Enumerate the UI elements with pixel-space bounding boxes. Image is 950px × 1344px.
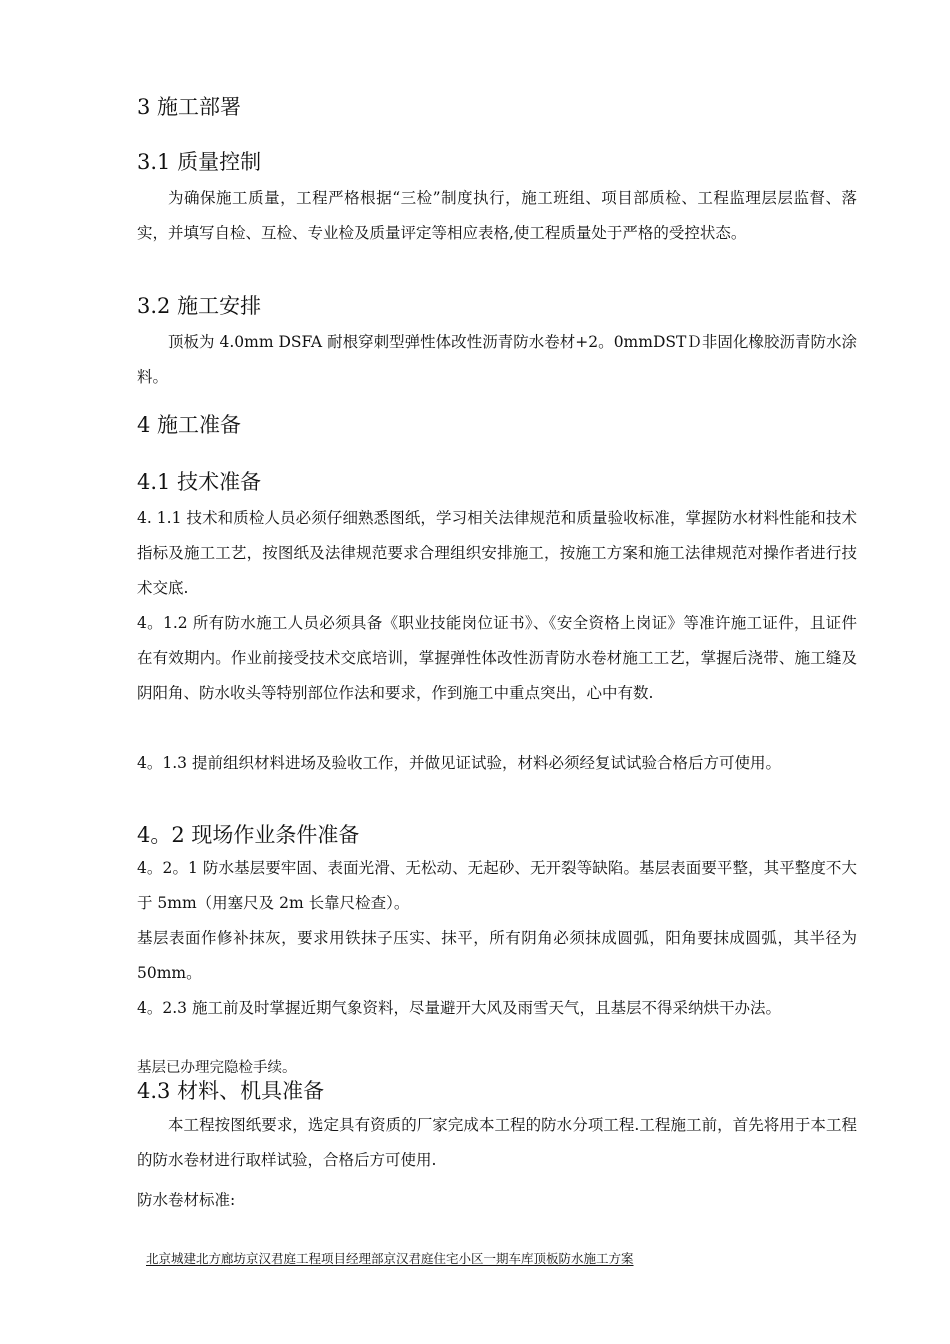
heading-section-4-3: 4.3 材料、机具准备 — [137, 1079, 325, 1103]
heading-section-3-2: 3.2 施工安排 — [137, 294, 262, 318]
paragraph-membrane-standard: 防水卷材标准: — [137, 1191, 236, 1209]
heading-section-4-2: 4。2 现场作业条件准备 — [137, 823, 360, 847]
paragraph-construction-arrangement: 顶板为 4.0mm DSFA 耐根穿刺型弹性体改性沥青防水卷材+2。0mmDSTＤ非固化橡胶沥青防水涂料。 — [137, 333, 857, 386]
paragraph-4-1-2: 4。1.2 所有防水施工人员必须具备《职业技能岗位证书》、《安全资格上岗证》等准许施工证件，且证件在有效期内。作业前接受技术交底培训，掌握弹性体改性沥青防水卷材施工工艺，掌握后浇带、施工缝及阴阳角、防水收头等特别部位作法和要求，作到施工中重点突出，心中有数. — [137, 614, 857, 702]
paragraph-materials: 本工程按图纸要求，选定具有资质的厂家完成本工程的防水分项工程.工程施工前，首先将用于本工程的防水卷材进行取样试验，合格后方可使用. — [137, 1116, 857, 1169]
heading-section-4: 4 施工准备 — [137, 413, 242, 437]
heading-section-3-1: 3.1 质量控制 — [137, 150, 262, 174]
page-footer: 北京城建北方廊坊京汉君庭工程项目经理部京汉君庭住宅小区一期车库顶板防水施工方案 — [146, 1251, 634, 1266]
paragraph-4-1-1: 4. 1.1 技术和质检人员必须仔细熟悉图纸，学习相关法律规范和质量验收标准，掌握防水材料性能和技术指标及施工工艺，按图纸及法律规范要求合理组织安排施工，按施工方案和施工法律规范对操作者进行技术交底. — [137, 509, 857, 597]
paragraph-4-1-3: 4。1.3 提前组织材料进场及验收工作，并做见证试验，材料必须经复试试验合格后方可使用。 — [137, 754, 781, 772]
paragraph-4-2-4: 基层已办理完隐检手续。 — [137, 1060, 297, 1076]
heading-section-4-1: 4.1 技术准备 — [137, 470, 262, 494]
paragraph-4-2-3: 4。2.3 施工前及时掌握近期气象资料，尽量避开大风及雨雪天气，且基层不得采纳烘干办法。 — [137, 999, 781, 1017]
paragraph-quality-control: 为确保施工质量，工程严格根据“三检”制度执行，施工班组、项目部质检、工程监理层层监督、落实，并填写自检、互检、专业检及质量评定等相应表格,使工程质量处于严格的受控状态。 — [137, 189, 857, 242]
paragraph-4-2-2: 基层表面作修补抹灰，要求用铁抹子压实、抹平，所有阴角必须抹成圆弧，阳角要抹成圆弧，其半径为 50mm。 — [137, 929, 857, 982]
heading-section-3: 3 施工部署 — [137, 95, 242, 119]
paragraph-4-2-1: 4。2。1 防水基层要牢固、表面光滑、无松动、无起砂、无开裂等缺陷。基层表面要平整，其平整度不大于 5mm（用塞尺及 2m 长靠尺检查）。 — [137, 859, 857, 912]
